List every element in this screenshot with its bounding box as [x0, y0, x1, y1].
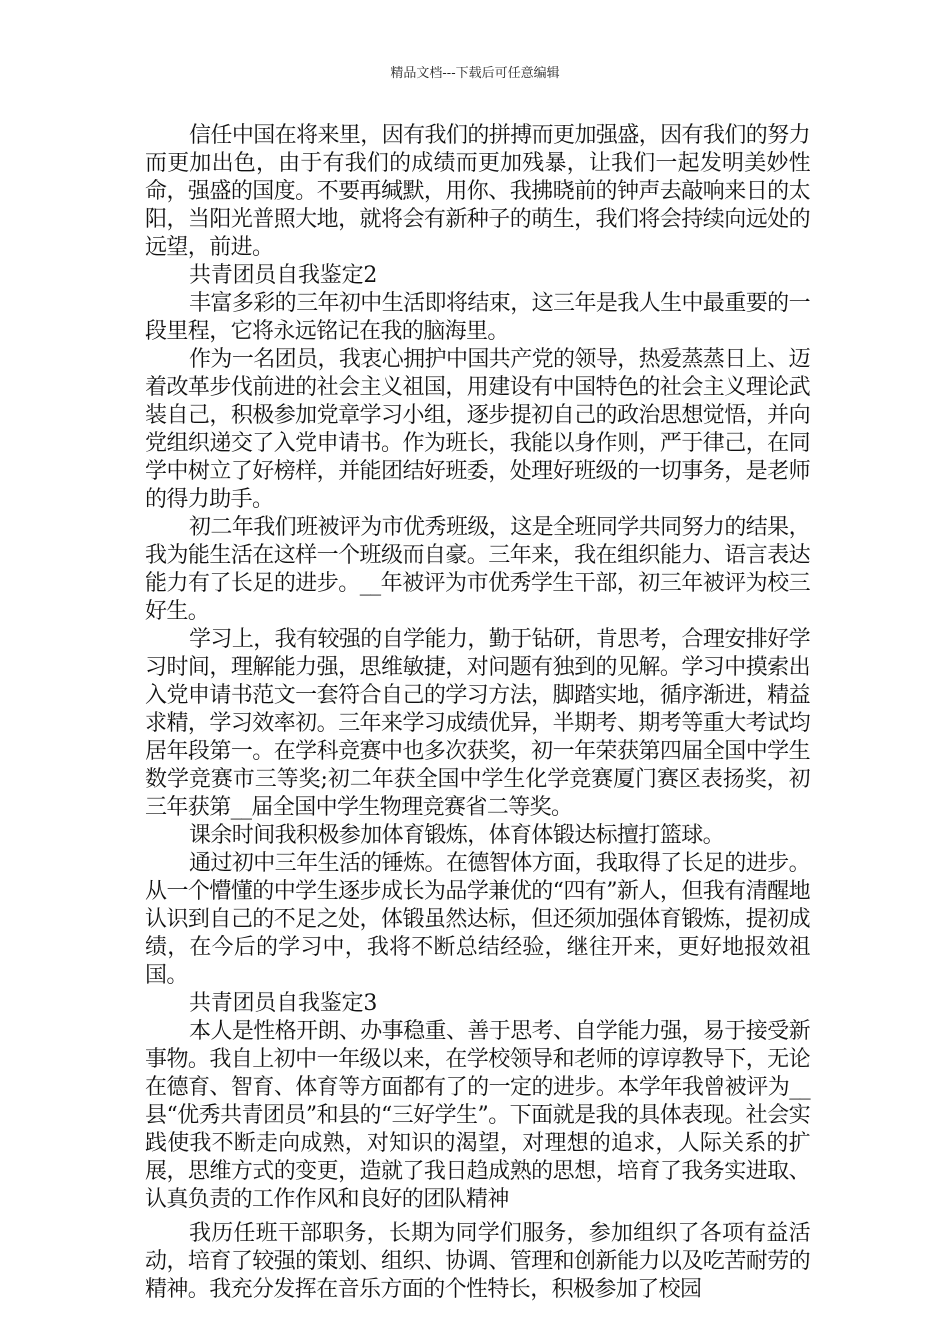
- paragraph: 我历任班干部职务，长期为同学们服务，参加组织了各项有益活动，培育了较强的策划、组织、协调、管理和创新能力以及吃苦耐劳的精神。我充分发挥在音乐方面的个性特长，积极参加了校园: [145, 1221, 810, 1302]
- paragraph: 初二年我们班被评为市优秀班级，这是全班同学共同努力的结果，我为能生活在这样一个班级而自豪。三年来，我在组织能力、语言表达能力有了长足的进步。__年被评为市优秀学生干部，初三年被评为校三好生。: [145, 515, 810, 624]
- paragraph: 通过初中三年生活的锤炼。在德智体方面，我取得了长足的进步。从一个懵懂的中学生逐步成长为品学兼优的“四有”新人，但我有清醒地认识到自己的不足之处，体锻虽然达标，但还须加强体育锻炼，提初成绩，在今后的学习中，我将不断总结经验，继往开来，更好地报效祖国。: [145, 851, 810, 988]
- paragraph: 丰富多彩的三年初中生活即将结束，这三年是我人生中最重要的一段里程，它将永远铭记在我的脑海里。: [145, 291, 810, 344]
- paragraph: 本人是性格开朗、办事稳重、善于思考、自学能力强，易于接受新事物。我自上初中一年级以来，在学校领导和老师的谆谆教导下，无论在德育、智育、体育等方面都有了的一定的进步。本学年我曾被评为__县“优秀共青团员”和县的“三好学生”。下面就是我的具体表现。社会实践使我不断走向成熟，对知识的渴望，对理想的追求，人际关系的扩展，思维方式的变更，造就了我日趋成熟的思想，培育了我务实进取、认真负责的工作作风和良好的团队精神: [145, 1019, 810, 1212]
- page-header: 精品文档---下载后可任意编辑: [390, 66, 560, 81]
- paragraph: 作为一名团员，我衷心拥护中国共产党的领导，热爱蒸蒸日上、迈着改革步伐前进的社会主义祖国，用建设有中国特色的社会主义理论武装自己，积极参加党章学习小组，逐步提初自己的政治思想觉悟，并向党组织递交了入党申请书。作为班长，我能以身作则，严于律己，在同学中树立了好榜样，并能团结好班委，处理好班级的一切事务，是老师的得力助手。: [145, 347, 810, 512]
- section-heading-2: 共青团员自我鉴定2: [189, 263, 378, 288]
- section-heading-3: 共青团员自我鉴定3: [189, 991, 378, 1016]
- paragraph: 课余时间我积极参加体育锻炼，体育体锻达标擅打篮球。: [189, 823, 725, 848]
- document-body: [145, 122, 810, 1304]
- paragraph-opening: 信任中国在将来里，因有我们的拼搏而更加强盛，因有我们的努力而更加出色，由于有我们的成绩而更加残暴，让我们一起发明美妙性命，强盛的国度。不要再缄默，用你、我拂晓前的钟声去敲响来日的太阳，当阳光普照大地，就将会有新种子的萌生，我们将会持续向远处的远望，前进。: [145, 123, 810, 260]
- paragraph: 学习上，我有较强的自学能力，勤于钻研，肯思考，合理安排好学习时间，理解能力强，思维敏捷，对问题有独到的见解。学习中摸索出入党申请书范文一套符合自己的学习方法，脚踏实地，循序渐进，精益求精，学习效率初。三年来学习成绩优异，半期考、期考等重大考试均居年段第一。在学科竞赛中也多次获奖，初一年荣获第四届全国中学生数学竞赛市三等奖;初二年获全国中学生化学竞赛厦门赛区表扬奖，初三年获第__届全国中学生物理竞赛省二等奖。: [145, 627, 810, 820]
